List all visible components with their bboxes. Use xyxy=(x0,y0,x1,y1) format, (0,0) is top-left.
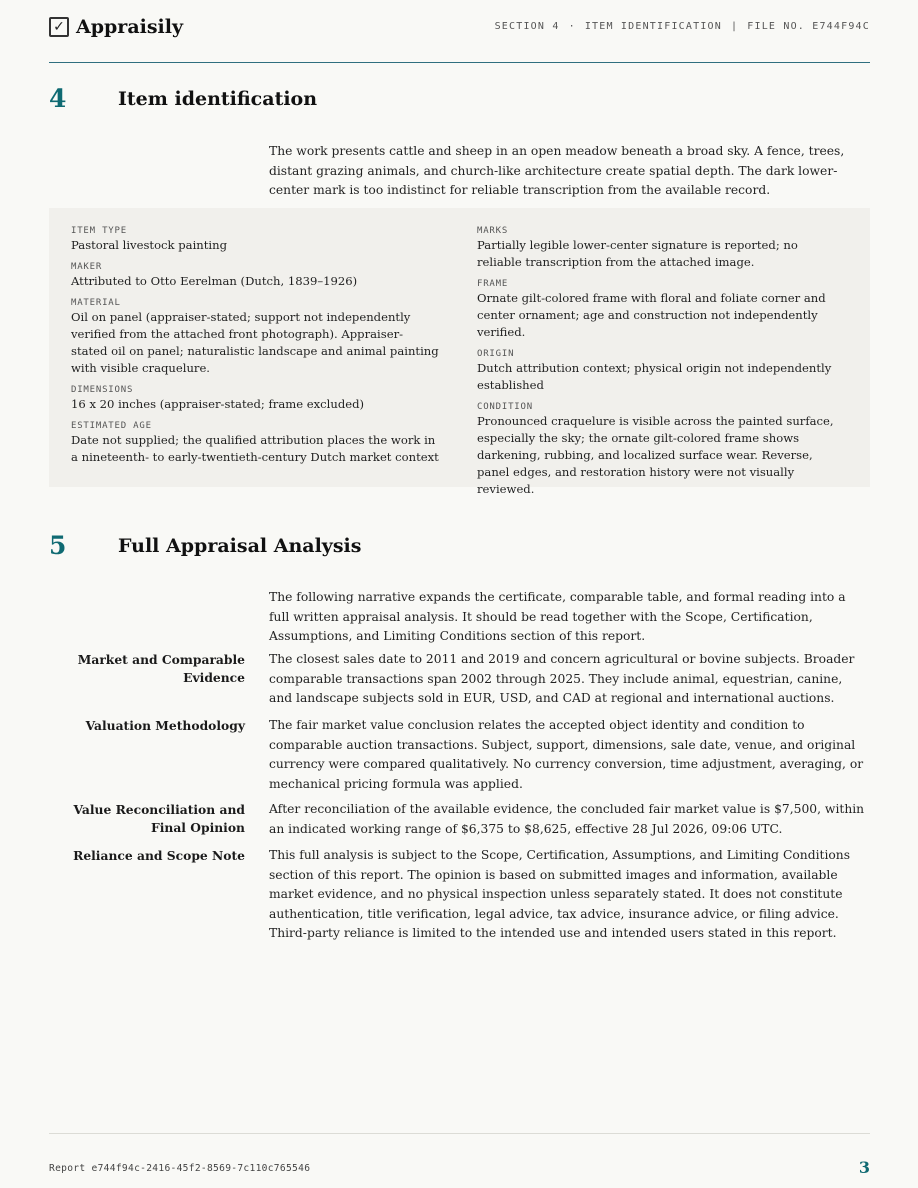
field-value: Dutch attribution context; physical origin not independently established xyxy=(477,361,832,392)
field-label: MARKS xyxy=(477,226,509,236)
section-name: ITEM IDENTIFICATION xyxy=(584,21,723,32)
section-number: 4 xyxy=(49,84,67,113)
field-estimated-age xyxy=(71,420,439,466)
field-value: 16 x 20 inches (appraiser-stated; frame excluded) xyxy=(71,397,365,411)
field-label: CONDITION xyxy=(477,402,533,412)
section-number: 5 xyxy=(49,531,67,560)
file-number: FILE NO. E744F94C xyxy=(747,21,870,32)
field-item-type xyxy=(71,225,439,254)
section-intro: The work presents cattle and sheep in an open meadow beneath a broad sky. A fence, trees, distant grazing animals, and church-like architecture create spatial depth. The dark lower-center mark is too indistinct for reliable transcription from the available record. xyxy=(269,144,845,197)
field-label: DIMENSIONS xyxy=(71,385,134,395)
identification-column-right xyxy=(477,225,845,505)
checkbox-icon: ✓ xyxy=(49,17,69,37)
field-dimensions xyxy=(71,384,439,413)
field-value: Ornate gilt-colored frame with floral and foliate corner and center ornament; age and construction not independently verified. xyxy=(477,291,826,339)
field-value: Pastoral livestock painting xyxy=(71,238,228,252)
page-number: 3 xyxy=(858,1158,870,1177)
row-label: Valuation Methodology xyxy=(85,718,245,733)
row-text: The closest sales date to 2011 and 2019 and concern agricultural or bovine subjects. Broader comparable transactions span 2002 through 2025. They include animal, equestrian, canine, and landscape subjects sold in EUR, USD, and CAD at regional and international auctions. xyxy=(269,652,855,705)
field-value: Pronounced craquelure is visible across the painted surface, especially the sky; the ornate gilt-colored frame shows darkening, rubbing, and localized surface wear. Reverse, panel edges, and restoration history were not visually reviewed. xyxy=(477,414,834,496)
field-material xyxy=(71,297,439,377)
section-intro: The following narrative expands the certificate, comparable table, and formal reading into a full written appraisal analysis. It should be read together with the Scope, Certification, Assumptions, and Limiting Conditions section of this report. xyxy=(269,590,846,643)
page-header xyxy=(49,0,870,63)
dot-separator: · xyxy=(568,21,576,32)
field-label: MATERIAL xyxy=(71,298,121,308)
field-label: MAKER xyxy=(71,262,103,272)
row-label: Reliance and Scope Note xyxy=(73,848,245,863)
row-label: Value Reconciliation and Final Opinion xyxy=(73,802,245,835)
section-title: Full Appraisal Analysis xyxy=(118,535,362,557)
bar-separator: | xyxy=(731,21,739,32)
field-value: Attributed to Otto Eerelman (Dutch, 1839–1926) xyxy=(71,274,358,288)
field-value: Date not supplied; the qualified attribution places the work in a nineteenth- to early-twentieth-century Dutch market context xyxy=(71,433,439,464)
row-text: After reconciliation of the available evidence, the concluded fair market value is $7,500, within an indicated working range of $6,375 to $8,625, effective 28 Jul 2026, 09:06 UTC. xyxy=(269,802,865,836)
field-value: Oil on panel (appraiser-stated; support not independently verified from the attached front photograph). Appraiser-stated oil on panel; naturalistic landscape and animal painting with visible craquelure. xyxy=(71,310,439,375)
brand xyxy=(49,16,183,38)
section-label: SECTION 4 xyxy=(494,21,560,32)
field-label: ITEM TYPE xyxy=(71,226,127,236)
field-label: ORIGIN xyxy=(477,349,515,359)
identification-column-left xyxy=(71,225,439,473)
row-label: Market and Comparable Evidence xyxy=(77,652,245,685)
field-label: ESTIMATED AGE xyxy=(71,421,152,431)
field-value: Partially legible lower-center signature is reported; no reliable transcription from the attached image. xyxy=(477,238,798,269)
row-text: This full analysis is subject to the Scope, Certification, Assumptions, and Limiting Conditions section of this report. The opinion is based on submitted images and information, available market evidence, and no physical inspection unless separately stated. It does not constitute authentication, title verification, legal advice, tax advice, insurance advice, or filing advice. Third-party reliance is limited to the intended use and intended users stated in this report. xyxy=(269,848,851,940)
field-label: FRAME xyxy=(477,279,509,289)
field-origin xyxy=(477,348,845,394)
field-condition xyxy=(477,401,845,498)
identification-panel xyxy=(49,208,870,496)
field-marks xyxy=(477,225,845,271)
report-id: Report e744f94c-2416-45f2-8569-7c110c765546 xyxy=(49,1163,311,1174)
field-maker xyxy=(71,261,439,290)
field-frame xyxy=(477,278,845,341)
brand-name: Appraisily xyxy=(76,16,184,38)
row-text: The fair market value conclusion relates the accepted object identity and condition to comparable auction transactions. Subject, support, dimensions, sale date, venue, and original currency were compared qualitatively. No currency conversion, time adjustment, averaging, or mechanical pricing formula was applied. xyxy=(269,718,864,791)
page-footer xyxy=(49,1133,870,1184)
section-title: Item identification xyxy=(118,88,318,110)
header-meta xyxy=(495,21,870,32)
